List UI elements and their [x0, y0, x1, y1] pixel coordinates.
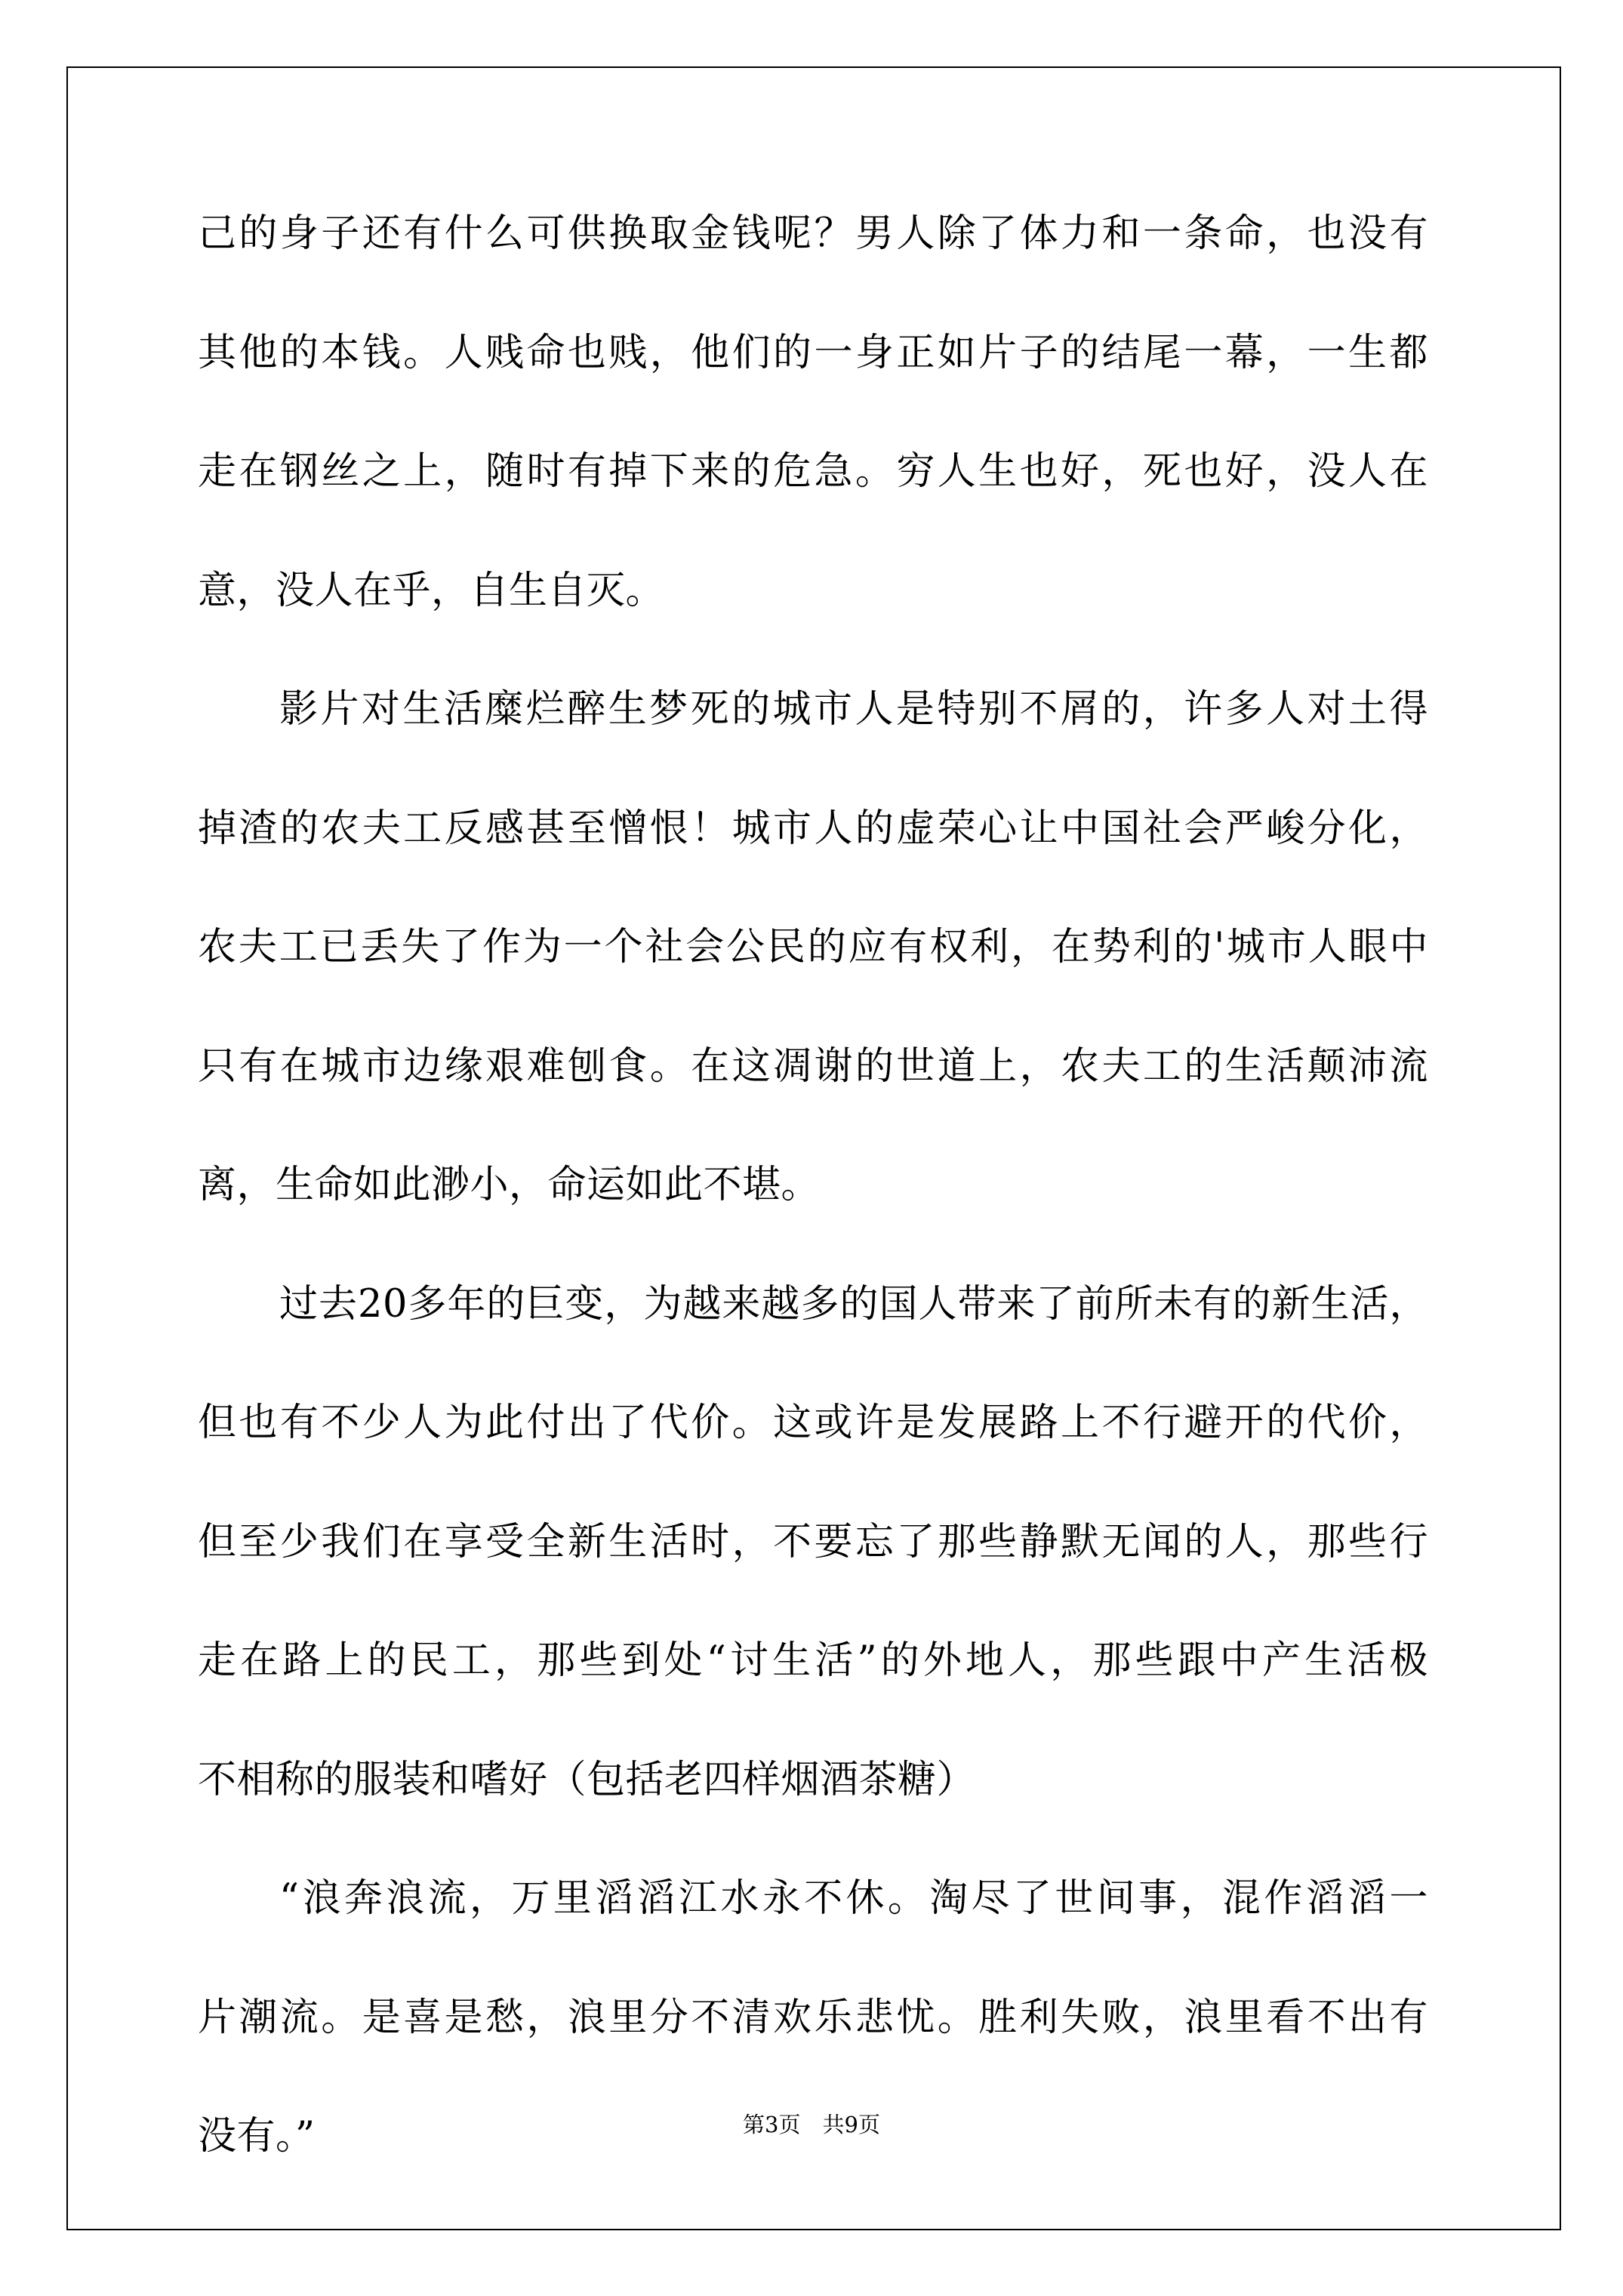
paragraph-first-line: 过去20多年的巨变，为越来越多的国人带来了前所未有的新生活，	[279, 1281, 1428, 1327]
paragraph-first-line: “浪奔浪流，万里滔滔江水永不休。淘尽了世间事，混作滔滔一	[279, 1876, 1428, 1921]
text-line: 离，生命如此渺小，命运如此不堪。	[198, 1163, 821, 1207]
text-line: 但至少我们在享受全新生活时，不要忘了那些静默无闻的人，那些行	[198, 1519, 1428, 1564]
text-line: 但也有不少人为此付出了代价。这或许是发展路上不行避开的代价，	[198, 1401, 1428, 1445]
text-line: 只有在城市边缘艰难刨食。在这凋谢的世道上，农夫工的生活颠沛流	[198, 1043, 1428, 1089]
text-line: 不相称的服装和嗜好（包括老四样烟酒茶糖）	[198, 1757, 976, 1802]
document-body	[198, 202, 1428, 2224]
text-line: 意，没人在乎，自生自灭。	[198, 568, 665, 613]
text-line: 片潮流。是喜是愁，浪里分不清欢乐悲忧。胜利失败，浪里看不出有	[198, 1995, 1428, 2040]
text-line: 走在钢丝之上，随时有掉下来的危急。穷人生也好，死也好，没人在	[198, 449, 1428, 494]
text-line: 己的身子还有什么可供换取金钱呢？男人除了体力和一条命，也没有	[198, 211, 1428, 256]
text-line: 没有。”	[198, 2114, 316, 2159]
text-line: 走在路上的民工，那些到处“讨生活”的外地人，那些跟中产生活极	[198, 1638, 1428, 1683]
page-number-footer: 第3页 共9页	[743, 2112, 880, 2137]
text-line: 其他的本钱。人贱命也贱，他们的一身正如片子的结尾一幕，一生都	[198, 330, 1428, 375]
text-line: 掉渣的农夫工反感甚至憎恨！城市人的虚荣心让中国社会严峻分化，	[198, 806, 1428, 851]
paragraph-first-line: 影片对生活糜烂醉生梦死的城市人是特别不屑的，许多人对土得	[279, 687, 1428, 732]
text-line: 农夫工已丢失了作为一个社会公民的应有权利，在势利的'城市人眼中	[198, 925, 1428, 969]
